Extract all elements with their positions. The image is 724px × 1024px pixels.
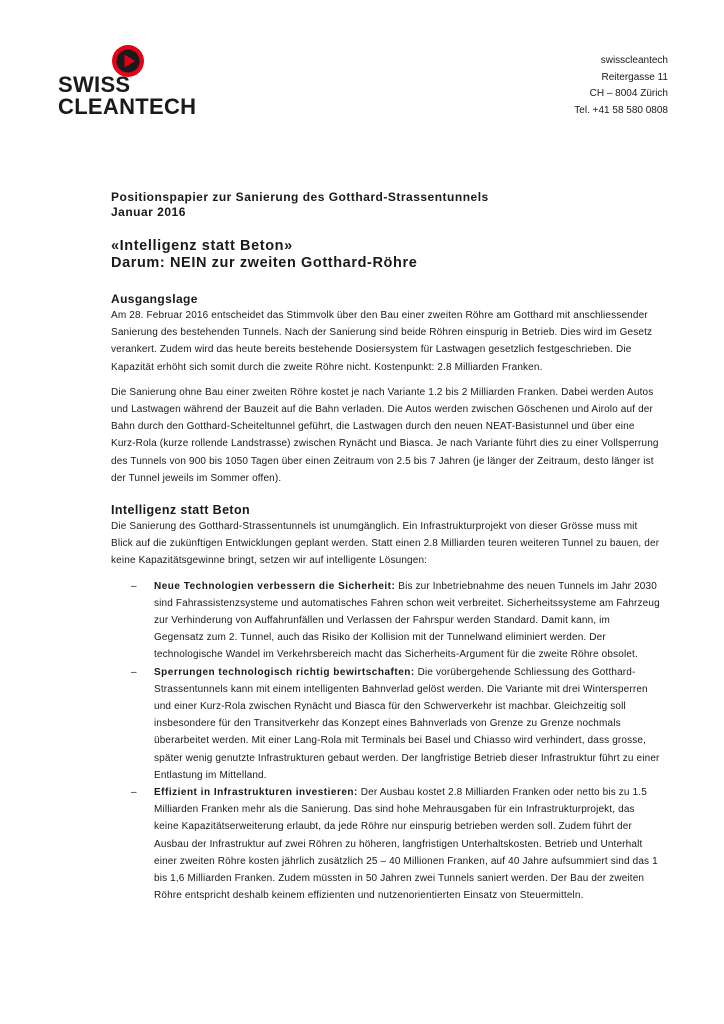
section-heading-ausgangslage: Ausgangslage xyxy=(111,292,198,306)
sender-address xyxy=(574,53,668,119)
subtitle-line-1: Positionspapier zur Sanierung des Gotthard-Strassentunnels xyxy=(111,190,489,204)
dash-bullet: – xyxy=(131,580,137,592)
document-subtitle xyxy=(111,190,661,220)
list-item xyxy=(111,578,661,664)
address-street: Reitergasse 11 xyxy=(601,71,668,83)
subtitle-date: Januar 2016 xyxy=(111,205,186,219)
bullet-list xyxy=(111,578,661,905)
address-city: CH – 8004 Zürich xyxy=(589,88,668,99)
document-title xyxy=(111,238,661,272)
paragraph-intelligenz-intro: Die Sanierung des Gotthard-Strassentunnels ist unumgänglich. Ein Infrastrukturprojekt von dieser Grösse muss mit Blick auf die zukünftigen Entwicklungen geplant werden. Statt einen 2.8 Milliarden teuren weiteren Tunnel zu bauen, der keine Kapazitätsgewinne bringt, setzen wir auf intelligente Lösungen: xyxy=(111,521,660,567)
dash-bullet: – xyxy=(131,787,137,799)
logo-line-2: CLEANTECH xyxy=(58,94,197,119)
address-organisation: swisscleantech xyxy=(600,55,668,66)
bullet-lead: Effizient in Infrastrukturen investieren: xyxy=(154,787,358,799)
list-item xyxy=(111,664,661,784)
document-body xyxy=(111,190,661,905)
bullet-text: Bis zur Inbetriebnahme des neuen Tunnels im Jahr 2030 sind Fahrassistenzsysteme und automatisches Fahren schon weit verbreitet. Sicherheitssysteme am Fahrzeug zur Verhinderung von Auffahrunfällen und Verlassen der Fahrspur werden Standard. Damit kann, im Gegensatz zum 2. Tunnel, auch das Risiko der Kollision mit der Tunnelwand eliminiert werden. Der technologische Wandel im Verkehrsbereich macht das Sicherheits-Argument für die zweite Röhre obsolet. xyxy=(154,580,660,661)
bullet-lead: Sperrungen technologisch richtig bewirtschaften: xyxy=(154,666,415,678)
swisscleantech-logo xyxy=(58,44,198,122)
bullet-lead: Neue Technologien verbessern die Sicherheit: xyxy=(154,580,396,592)
title-line-1: «Intelligenz statt Beton» xyxy=(111,238,293,254)
logo-line-1: SWISS xyxy=(58,72,131,97)
list-item xyxy=(111,784,661,904)
bullet-text: Die vorübergehende Schliessung des Gotthard-Strassentunnels kann mit einem intelligenten Bahnverlad gelöst werden. Die Variante mit drei Wintersperren und einer Kurz-Rola zwischen Rynächt und Biasca für den Schwerverkehr ist machbar. Gleichzeitig soll insbesondere für den Transitverkehr das Konzept eines Bahnverlads von Grenze zu Grenze nochmals überarbeitet werden. Mit einer Lang-Rola mit Terminals bei Basel und Chiasso wird verhindert, dass grosse, später wenig genutzte Infrastrukturen gebaut werden. Der langfristige Betrieb dieser Infrastruktur führt zu einer Entlastung im Mittelland. xyxy=(154,666,660,781)
dash-bullet: – xyxy=(131,666,137,678)
title-line-2: Darum: NEIN zur zweiten Gotthard-Röhre xyxy=(111,255,418,271)
paragraph-ausgangslage-1: Am 28. Februar 2016 entscheidet das Stimmvolk über den Bau einer zweiten Röhre am Gotthard mit anschliessender Sanierung des bestehenden Tunnels. Nach der Sanierung sind beide Röhren einspurig in Betrieb. Dies wird im Gesetz verankert. Zudem wird das heute bereits bestehende Dosiersystem für Lastwagen gesetzlich festgeschrieben. Die Kapazität erhöht sich somit durch die zweite Röhre nicht. Kostenpunkt: 2.8 Milliarden Franken. xyxy=(111,310,653,373)
bullet-text: Der Ausbau kostet 2.8 Milliarden Franken oder netto bis zu 1.5 Milliarden Franken mehr als die Sanierung. Das sind hohe Mehrausgaben für ein Infrastrukturprojekt, das keine Kapazitätserweiterung erlaubt, da jede Röhre nur einspurig betrieben werden soll. Zudem führt der Ausbau der Infrastruktur auf zwei Röhren zu höheren, langfristigen Unterhaltskosten. Betrieb und Unterhalt einer zweiten Röhre kosten jährlich zusätzlich 25 – 40 Millionen Franken, auf 40 Jahre aufsummiert sind das 1 bis 1,6 Milliarden Franken. Zudem müssten in 50 Jahren zwei Tunnels saniert werden. Der Bau der zweiten Röhre entspricht deshalb keinem effizienten und nutzenorientierten Einsatz von Steuermitteln. xyxy=(154,787,658,902)
section-heading-intelligenz: Intelligenz statt Beton xyxy=(111,503,251,518)
paragraph-ausgangslage-2: Die Sanierung ohne Bau einer zweiten Röhre kostet je nach Variante 1.2 bis 2 Milliarden Franken. Dabei werden Autos und Lastwagen während der Bauzeit auf die Bahn verladen. Die Autos werden zwischen Göschenen und Airolo auf der Bahn durch den Gotthard-Scheiteltunnel geführt, die Lastwagen durch den neuen NEAT-Basistunnel und über eine Kurz-Rola (kurze rollende Landstrasse) zwischen Rynächt und Biasca. Je nach Variante führt dies zu einer Vollsperrung des Tunnels von 900 bis 1050 Tagen über einen Zeitraum von 2.5 bis 7 Jahren (je länger der Zeitraum, desto länger ist der Tunnel jeweils im Sommer offen). xyxy=(111,386,659,484)
logo-wordmark xyxy=(58,74,196,118)
address-phone: Tel. +41 58 580 0808 xyxy=(574,104,668,116)
